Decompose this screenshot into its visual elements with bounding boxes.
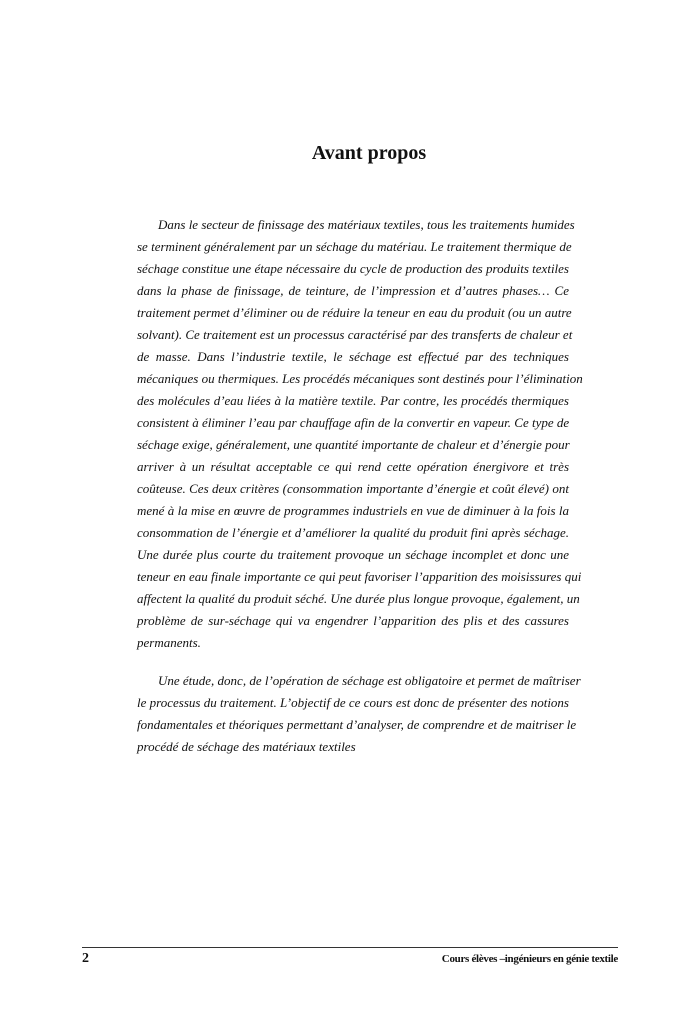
- paragraph-intro: [137, 214, 583, 654]
- text-line: arriver à un résultat acceptable ce qui rend cette opération énergivore et très: [137, 459, 569, 474]
- footer-divider: [82, 947, 618, 948]
- text-line: solvant). Ce traitement est un processus caractérisé par des transferts de chaleur et: [137, 327, 573, 342]
- text-line: consistent à éliminer l’eau par chauffage afin de la convertir en vapeur. Ce type de: [137, 415, 570, 430]
- text-line: problème de sur-séchage qui va engendrer l’apparition des plis et des cassures: [137, 613, 569, 628]
- text-line: dans la phase de finissage, de teinture, de l’impression et d’autres phases… Ce: [137, 283, 569, 298]
- text-line: permanents.: [137, 635, 201, 650]
- text-line: le processus du traitement. L’objectif de ce cours est donc de présenter des notions: [137, 695, 569, 710]
- text-line: procédé de séchage des matériaux textiles: [137, 739, 356, 754]
- text-line: traitement permet d’éliminer ou de réduire la teneur en eau du produit (ou un autre: [137, 305, 572, 320]
- text-line: des molécules d’eau liées à la matière textile. Par contre, les procédés thermiques: [137, 393, 569, 408]
- page-number: 2: [82, 951, 89, 966]
- text-line: teneur en eau finale importante ce qui peut favoriser l’apparition des moisissures qui: [137, 569, 582, 584]
- text-line: mécaniques ou thermiques. Les procédés mécaniques sont destinés pour l’élimination: [137, 371, 583, 386]
- text-line: consommation de l’énergie et d’améliorer la qualité du produit fini après séchage.: [137, 525, 569, 540]
- text-line: se terminent généralement par un séchage du matériau. Le traitement thermique de: [137, 239, 572, 254]
- paragraph-objective: [137, 670, 581, 758]
- text-line: de masse. Dans l’industrie textile, le séchage est effectué par des techniques: [137, 349, 569, 364]
- text-line: Une durée plus courte du traitement provoque un séchage incomplet et donc une: [137, 547, 569, 562]
- text-line: séchage exige, généralement, une quantité importante de chaleur et d’énergie pour: [137, 437, 570, 452]
- text-line: affectent la qualité du produit séché. Une durée plus longue provoque, également, un: [137, 591, 580, 606]
- footer-text: Cours élèves –ingénieurs en génie textile: [441, 953, 618, 965]
- text-line: coûteuse. Ces deux critères (consommation importante d’énergie et coût élevé) ont: [137, 481, 569, 496]
- page-title: Avant propos: [311, 142, 427, 164]
- text-line: mené à la mise en œuvre de programmes industriels en vue de diminuer à la fois la: [137, 503, 569, 518]
- text-line: Dans le secteur de finissage des matériaux textiles, tous les traitements humides: [158, 217, 575, 232]
- text-line: fondamentales et théoriques permettant d’analyser, de comprendre et de maitriser le: [137, 717, 577, 732]
- text-line: Une étude, donc, de l’opération de séchage est obligatoire et permet de maîtriser: [158, 673, 581, 688]
- text-line: séchage constitue une étape nécessaire du cycle de production des produits textiles: [137, 261, 569, 276]
